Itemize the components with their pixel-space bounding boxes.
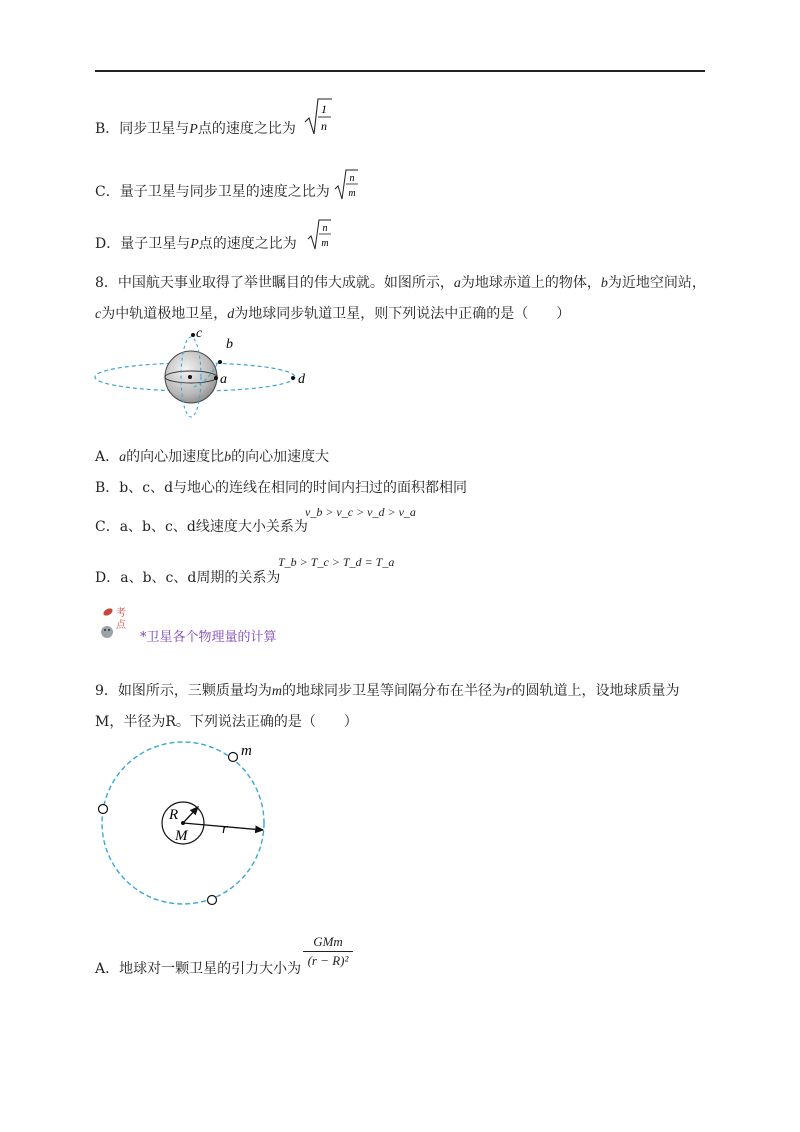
q9-var-m: m	[271, 684, 283, 699]
key-point-badge-icon	[96, 604, 130, 644]
q8-var-c: c	[95, 307, 102, 322]
q7-option-d-suffix: 点的速度之比为	[198, 236, 297, 252]
q9-option-a-fraction	[303, 934, 353, 969]
label-m: m	[241, 743, 252, 759]
earth-center-dot	[181, 821, 185, 825]
q8-stem-text: 为中轨道极地卫星，	[101, 306, 228, 322]
q8-stem-text: 为近地空间站，	[607, 275, 706, 291]
label-R: R	[169, 807, 179, 823]
q7-option-d-prefix: D．量子卫星与	[95, 236, 191, 252]
q7-option-c: C．量子卫星与同步卫星的速度之比为	[95, 184, 330, 200]
satellite-bottom	[208, 896, 217, 905]
q9-var-r: r	[506, 684, 512, 699]
q7-option-c-den: m	[348, 188, 356, 199]
q8-var-d: d	[227, 307, 235, 322]
q7-option-d-num: n	[322, 223, 328, 234]
q9-stem-text: 9．如图所示，三颗质量均为	[95, 683, 272, 699]
fraction-denominator: (r − R)²	[307, 953, 349, 968]
label-d: d	[298, 372, 305, 387]
satellite-b-dot	[218, 360, 222, 364]
q8-option-a-prefix: A．	[95, 449, 120, 465]
q7-option-d-sqrt	[306, 218, 332, 252]
q8-var-a: a	[453, 276, 461, 291]
satellite-left	[99, 805, 108, 814]
q8-orbit-figure	[90, 322, 320, 422]
q9-option-a: A．地球对一颗卫星的引力大小为	[95, 961, 302, 977]
q7-option-b-sqrt	[303, 96, 333, 138]
q8-stem-line1	[95, 272, 706, 292]
q7-option-b	[95, 118, 296, 138]
key-point-text: *卫星各个物理量的计算	[140, 630, 277, 645]
satellite-top	[229, 753, 238, 762]
q7-option-b-num: 1	[321, 102, 327, 116]
q8-option-a-mid: 的向心加速度比	[126, 449, 225, 465]
q7-option-b-suffix: 点的速度之比为	[197, 121, 296, 137]
q8-option-a-var1: a	[119, 450, 127, 465]
q7-option-c-sqrt	[333, 168, 359, 202]
q8-option-b: B．b、c、d与地心的连线在相同的时间内扫过的面积都相同	[95, 480, 468, 496]
q9-stem-line2: M，半径为R。下列说法正确的是（ ）	[95, 714, 358, 730]
q8-option-a	[95, 446, 329, 466]
q7-option-b-den: n	[321, 119, 327, 133]
q7-option-d-var: P	[190, 237, 199, 252]
q8-stem-line2	[95, 303, 570, 323]
q9-stem-text: 的地球同步卫星等间隔分布在半径为	[282, 683, 507, 699]
q7-option-c-num: n	[349, 173, 355, 184]
q8-stem-text: 为地球同步轨道卫星，则下列说法中正确的是（ ）	[234, 306, 571, 322]
satellite-d-dot	[291, 376, 295, 380]
label-r: r	[222, 821, 228, 837]
header-rule	[95, 70, 705, 72]
fraction-numerator: GMm	[303, 934, 353, 952]
q9-orbit-figure	[95, 735, 285, 920]
q7-option-d-den: m	[321, 238, 329, 249]
q8-option-a-var2: b	[224, 450, 232, 465]
object-a-dot	[214, 376, 218, 380]
q8-stem-text: 为地球赤道上的物体，	[460, 275, 601, 291]
q7-option-b-var: P	[189, 122, 198, 137]
q8-option-d-formula: T_b > T_c > T_d = T_a	[278, 555, 395, 569]
q9-stem-text: 的圆轨道上，设地球质量为	[511, 683, 680, 699]
q9-stem-line1	[95, 680, 680, 700]
label-M: M	[175, 828, 188, 844]
q8-var-b: b	[600, 276, 608, 291]
label-a: a	[220, 372, 227, 387]
q8-stem-text: 8．中国航天事业取得了举世瞩目的伟大成就。如图所示，	[95, 275, 454, 291]
earth-center-dot	[188, 375, 192, 379]
label-c: c	[196, 326, 203, 341]
label-b: b	[226, 337, 233, 352]
q8-option-d: D．a、b、c、d周期的关系为	[95, 570, 281, 586]
q8-option-c: C．a、b、c、d线速度大小关系为	[95, 519, 308, 535]
q8-option-c-formula: v_b > v_c > v_d > v_a	[305, 505, 416, 519]
q8-option-a-suffix: 的向心加速度大	[231, 449, 330, 465]
q7-option-d	[95, 233, 297, 253]
q7-option-b-prefix: B．同步卫星与	[95, 121, 190, 137]
badge-text: 考点	[116, 608, 126, 631]
satellite-c-dot	[191, 333, 195, 337]
